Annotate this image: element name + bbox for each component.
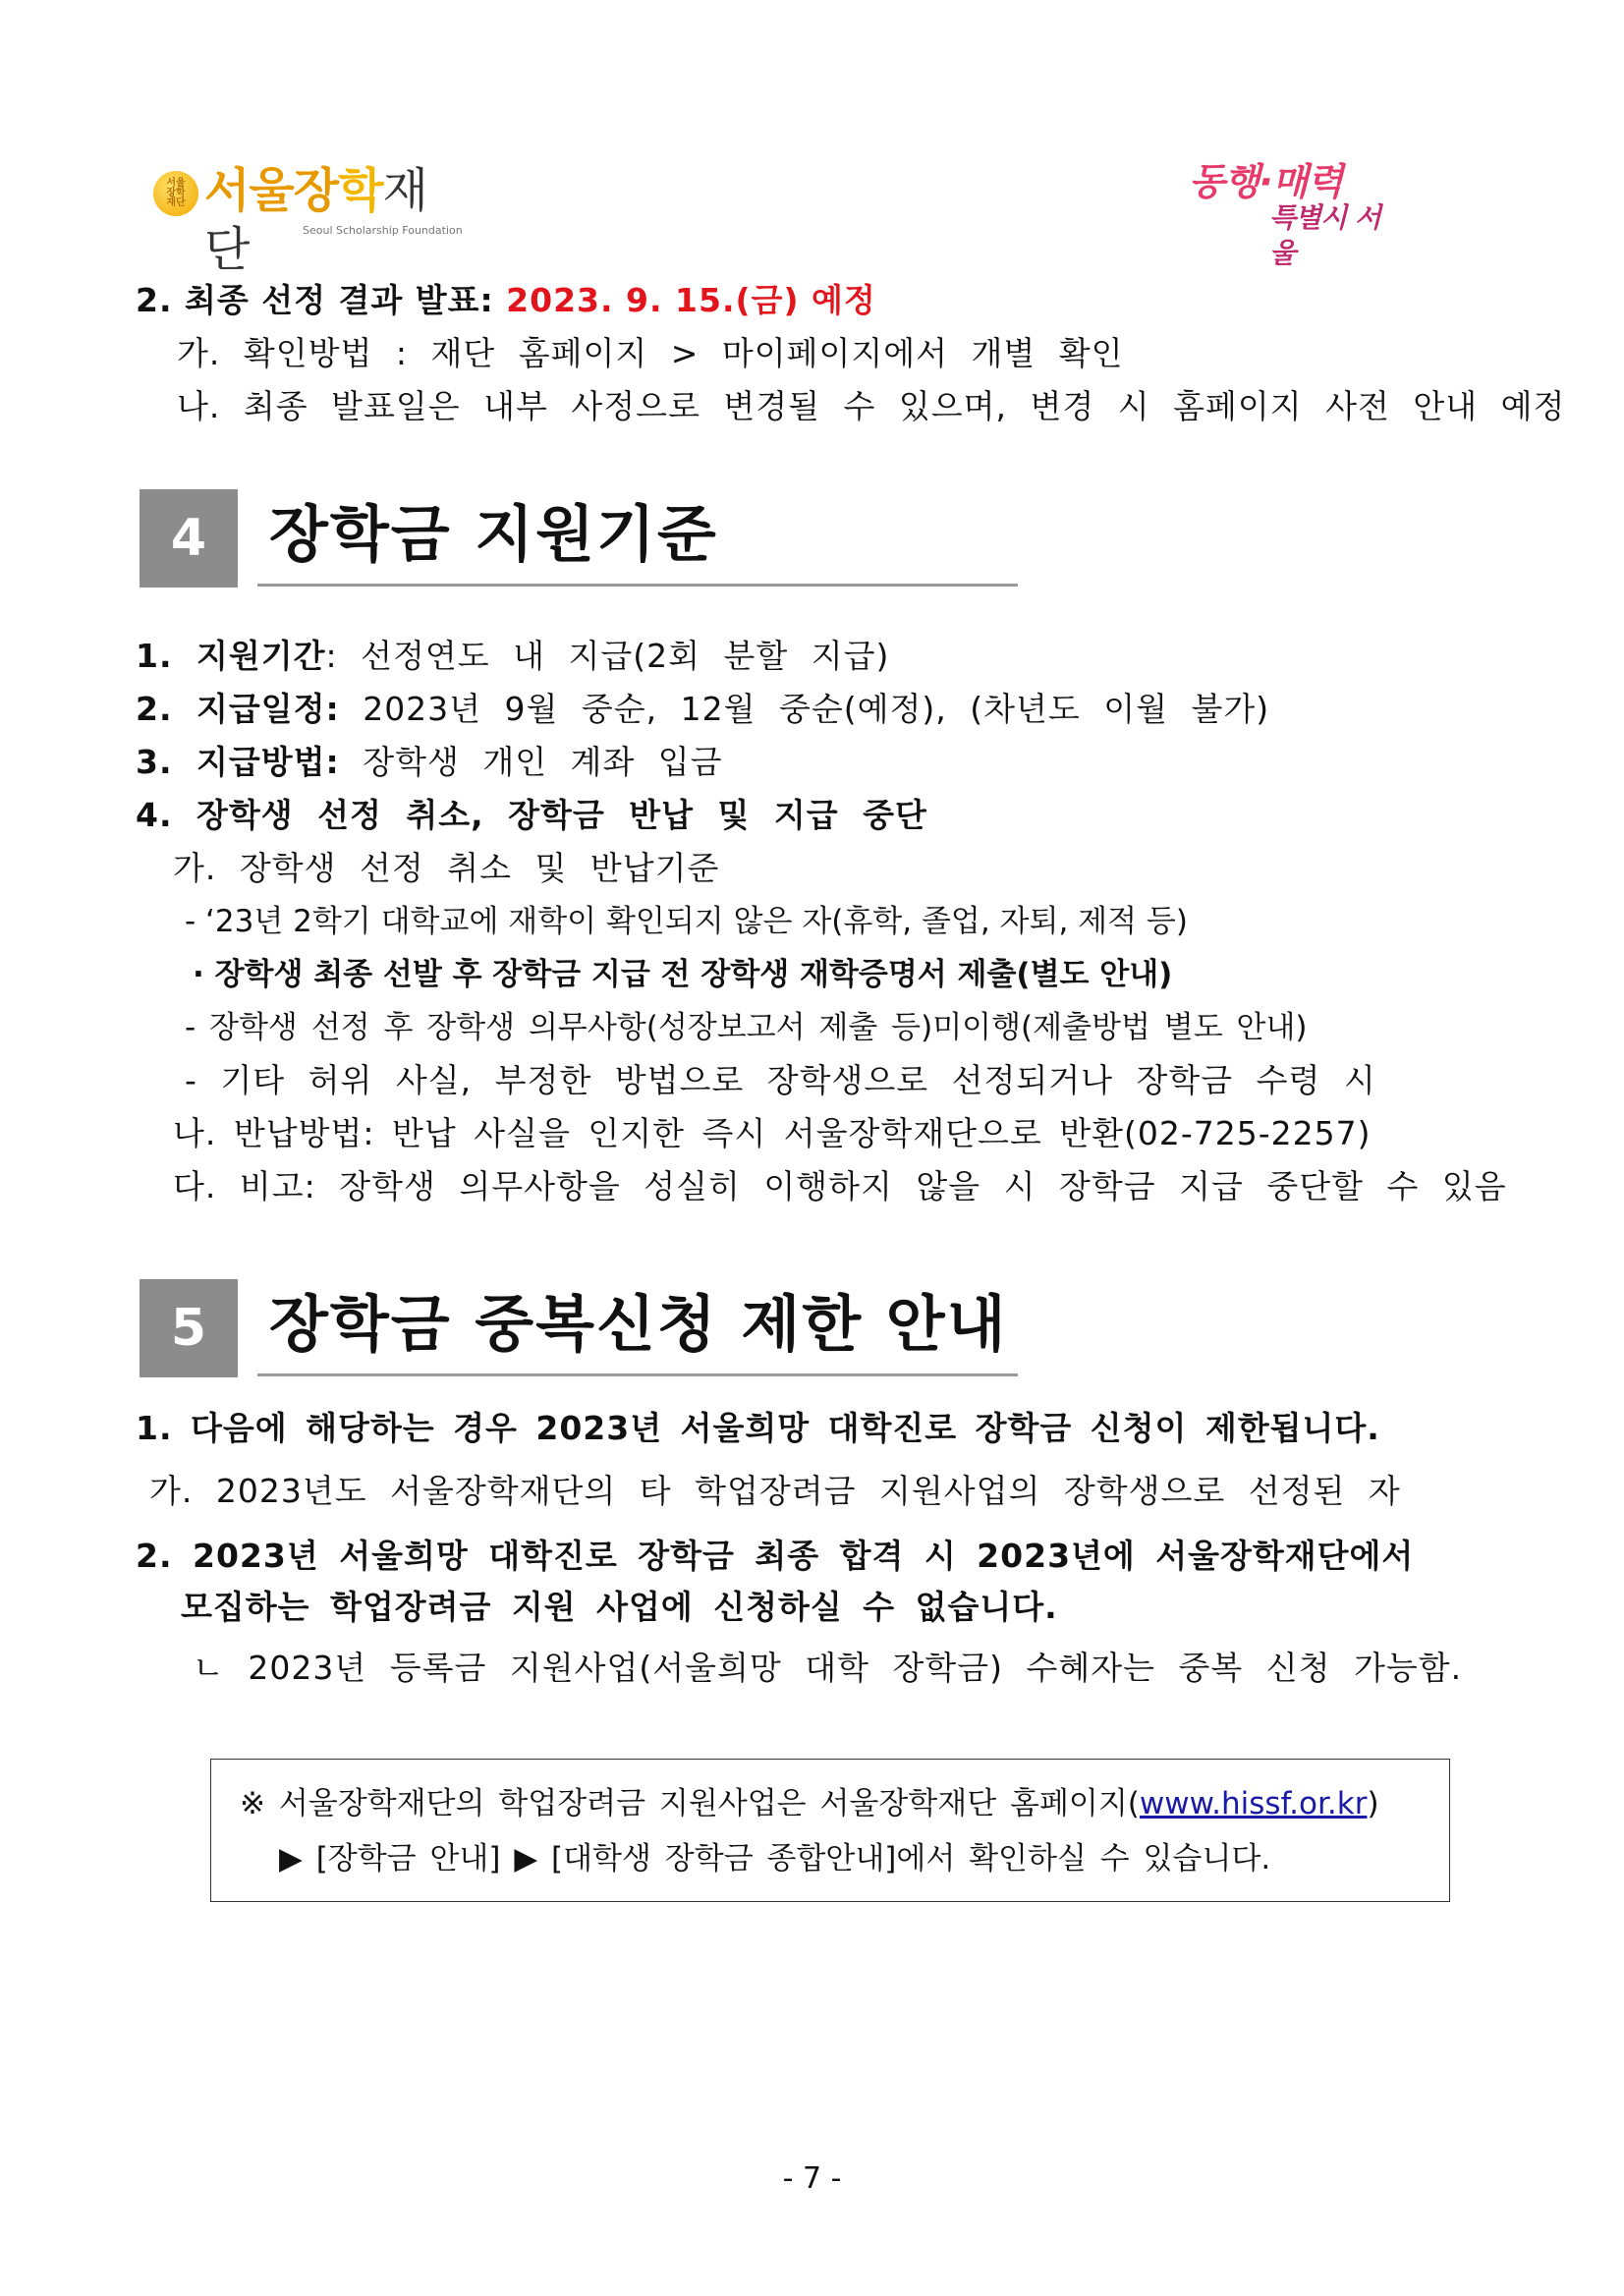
seoul-scholarship-foundation-logo bbox=[147, 163, 472, 277]
restriction-item-2-line-1: 2. 2023년 서울희망 대학진로 장학금 최종 합격 시 2023년에 서울장학재단에서 bbox=[136, 1537, 1415, 1575]
foundation-website-link[interactable]: www.hissf.or.kr bbox=[1139, 1786, 1368, 1821]
support-period: 1. 지원기간: 선정연도 내 지급(2회 분할 지급) bbox=[136, 637, 890, 675]
refund-method: 나. 반납방법: 반납 사실을 인지한 즉시 서울장학재단으로 반환(02-725-2257) bbox=[173, 1114, 1372, 1152]
page-number: - 7 - bbox=[782, 2161, 842, 2196]
logo-subtitle: Seoul Scholarship Foundation bbox=[303, 224, 463, 237]
criteria-certificate: · 장학생 최종 선발 후 장학금 지급 전 장학생 재학증명서 제출(별도 안내) bbox=[193, 957, 1173, 992]
cancellation-heading: 4. 장학생 선정 취소, 장학금 반납 및 지급 중단 bbox=[136, 796, 927, 834]
cancellation-criteria: 가. 장학생 선정 취소 및 반납기준 bbox=[173, 849, 720, 887]
section-number: 5 bbox=[140, 1279, 238, 1377]
criteria-fraud: - 기타 허위 사실, 부정한 방법으로 장학생으로 선정되거나 장학금 수령 시 bbox=[185, 1061, 1376, 1099]
payment-method: 3. 지급방법: 장학생 개인 계좌 입금 bbox=[136, 743, 723, 781]
notice-line-1: ※ 서울장학재단의 학업장려금 지원사업은 서울장학재단 홈페이지(www.hissf.or.kr) bbox=[240, 1786, 1379, 1821]
announcement-item: 2. 최종 선정 결과 발표: 2023. 9. 15.(금) 예정 bbox=[136, 281, 876, 319]
date-change-note: 나. 최종 발표일은 내부 사정으로 변경될 수 있으며, 변경 시 홈페이지 사전 안내 예정 bbox=[177, 387, 1566, 425]
seoul-city-slogan-logo bbox=[1189, 159, 1405, 269]
slogan-line-2: 특별시 서울 bbox=[1269, 201, 1380, 269]
criteria-enrollment: - ‘23년 2학기 대학교에 재학이 확인되지 않은 자(휴학, 졸업, 자퇴, 제적 등) bbox=[185, 904, 1188, 939]
logo-wordmark: 서울장학재단 bbox=[204, 163, 427, 277]
section-title: 장학금 중복신청 제한 안내 bbox=[269, 1288, 1008, 1360]
foundation-emblem-icon bbox=[153, 171, 198, 216]
section-rule bbox=[257, 584, 1018, 587]
restriction-item-1: 1. 다음에 해당하는 경우 2023년 서울희망 대학진로 장학금 신청이 제한됩니다. bbox=[136, 1409, 1380, 1447]
notice-box bbox=[210, 1759, 1450, 1902]
section-rule bbox=[257, 1373, 1018, 1376]
announcement-date: 2023. 9. 15.(금) 예정 bbox=[506, 281, 876, 319]
notice-line-2: ▶ [장학금 안내] ▶ [대학생 장학금 종합안내]에서 확인하실 수 있습니다. bbox=[279, 1841, 1271, 1876]
section-number: 4 bbox=[140, 489, 238, 588]
remarks: 다. 비고: 장학생 의무사항을 성실히 이행하지 않을 시 장학금 지급 중단할 수 있음 bbox=[173, 1167, 1507, 1205]
emblem-text: 서울 장학 재단 bbox=[166, 178, 186, 208]
criteria-obligation: - 장학생 선정 후 장학생 의무사항(성장보고서 제출 등)미이행(제출방법 별도 안내) bbox=[185, 1010, 1308, 1045]
slogan-line-1: 동행·매력 bbox=[1189, 160, 1343, 203]
check-method: 가. 확인방법 : 재단 홈페이지 > 마이페이지에서 개별 확인 bbox=[177, 334, 1124, 372]
section-title: 장학금 지원기준 bbox=[269, 498, 718, 570]
restriction-exception-note: ㄴ 2023년 등록금 지원사업(서울희망 대학 장학금) 수혜자는 중복 신청 가능함. bbox=[193, 1649, 1463, 1687]
restriction-item-1-detail: 가. 2023년도 서울장학재단의 타 학업장려금 지원사업의 장학생으로 선정된 자 bbox=[149, 1472, 1401, 1510]
payment-schedule: 2. 지급일정: 2023년 9월 중순, 12월 중순(예정), (차년도 이월 불가) bbox=[136, 690, 1270, 728]
restriction-item-2-line-2: 모집하는 학업장려금 지원 사업에 신청하실 수 없습니다. bbox=[181, 1588, 1058, 1626]
